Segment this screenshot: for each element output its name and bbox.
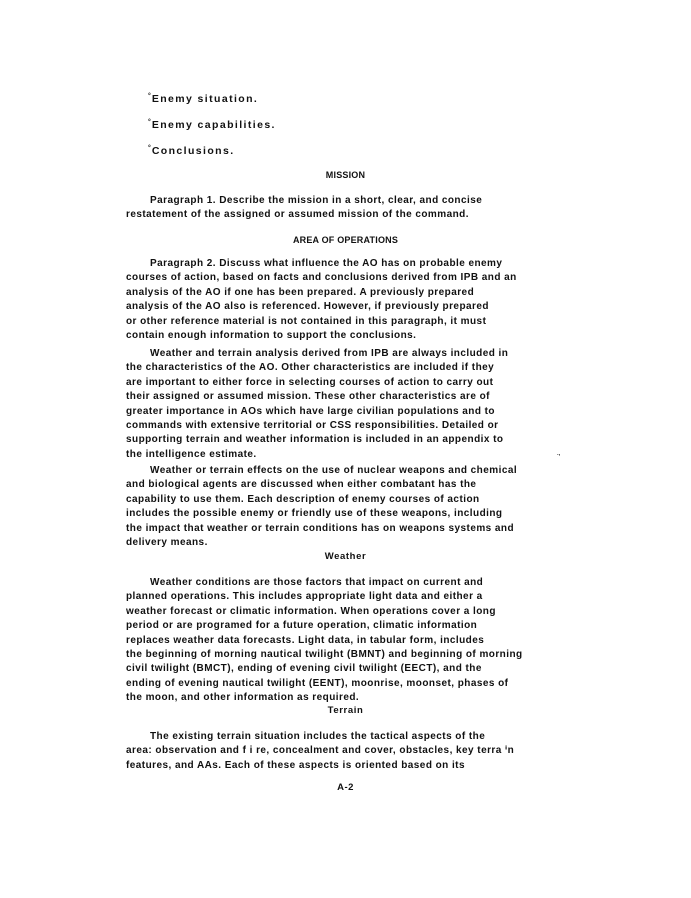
text-line: includes the possible enemy or friendly use of these weapons, including bbox=[126, 508, 503, 520]
text-line: Paragraph 1. Describe the mission in a short, clear, and concise bbox=[150, 195, 483, 206]
text-line: or other reference material is not contained in this paragraph, it must bbox=[126, 315, 487, 327]
bullet-text: Enemy capabilities. bbox=[151, 119, 276, 131]
text-line: The existing terrain situation includes the tactical aspects of the bbox=[150, 731, 486, 742]
text-line: the intelligence estimate. bbox=[126, 448, 257, 460]
bullet-conclusions bbox=[148, 145, 235, 157]
text-line: area: observation and f i re, concealment and cover, obstacles, key terra ⁱn bbox=[126, 745, 515, 757]
text-line: analysis of the AO if one has been prepared. A previously prepared bbox=[126, 286, 475, 298]
text-line: replaces weather data forecasts. Light data, in tabular form, includes bbox=[126, 634, 485, 646]
section-heading-area-of-operations: AREA OF OPERATIONS bbox=[292, 235, 399, 245]
text-line: and biological agents are discussed when either combatant has the bbox=[126, 479, 477, 491]
text-line: the moon, and other information as required. bbox=[126, 692, 360, 704]
text-line: period or are programed for a future operation, climatic information bbox=[126, 620, 478, 632]
paragraph-nuclear-chemical bbox=[126, 464, 586, 550]
page-number: A-2 bbox=[337, 782, 354, 793]
text-line: contain enough information to support the conclusions. bbox=[126, 330, 417, 342]
text-line: restatement of the assigned or assumed mission of the command. bbox=[126, 209, 469, 221]
bullet-text: Enemy situation. bbox=[151, 93, 259, 105]
text-line: the beginning of morning nautical twilight (BMNT) and beginning of morning bbox=[126, 649, 523, 661]
text-line: capability to use them. Each description of enemy courses of action bbox=[126, 493, 480, 505]
paragraph-weather bbox=[126, 576, 586, 706]
text-line: planned operations. This includes appropriate light data and either a bbox=[126, 591, 483, 603]
text-line: ending of evening nautical twilight (EENT), moonrise, moonset, phases of bbox=[126, 677, 509, 689]
section-heading-weather: Weather bbox=[324, 551, 367, 562]
section-heading-mission: MISSION bbox=[325, 170, 366, 180]
paragraph-area-of-operations bbox=[126, 257, 586, 343]
text-line: commands with extensive territorial or CSS responsibilities. Detailed or bbox=[126, 420, 499, 432]
bullet-enemy-situation bbox=[148, 93, 258, 105]
text-line: delivery means. bbox=[126, 537, 208, 549]
text-line: analysis of the AO also is referenced. However, if previously prepared bbox=[126, 301, 489, 313]
bullet-mark: ° bbox=[148, 93, 151, 100]
paragraph-weather-terrain-analysis bbox=[126, 347, 586, 462]
text-line: Weather conditions are those factors that impact on current and bbox=[150, 577, 484, 588]
bullet-mark: ° bbox=[148, 145, 151, 152]
text-line: civil twilight (BMCT), ending of evening civil twilight (EECT), and the bbox=[126, 663, 482, 675]
bullet-enemy-capabilities bbox=[148, 119, 276, 131]
section-heading-terrain: Terrain bbox=[327, 705, 364, 716]
text-line: Paragraph 2. Discuss what influence the AO has on probable enemy bbox=[150, 258, 503, 269]
text-line: supporting terrain and weather information is included in an appendix to bbox=[126, 434, 504, 446]
text-line: Weather and terrain analysis derived from IPB are always included in bbox=[150, 348, 509, 359]
bullet-text: Conclusions. bbox=[151, 145, 235, 157]
text-line: the characteristics of the AO. Other characteristics are included if they bbox=[126, 362, 495, 374]
text-line: features, and AAs. Each of these aspects is oriented based on its bbox=[126, 759, 465, 771]
paragraph-terrain bbox=[126, 730, 586, 773]
text-line: courses of action, based on facts and conclusions derived from IPB and an bbox=[126, 272, 517, 284]
text-line: greater importance in AOs which have large civilian populations and to bbox=[126, 405, 495, 417]
bullet-mark: ° bbox=[148, 119, 151, 126]
text-line: weather forecast or climatic information. When operations cover a long bbox=[126, 605, 496, 617]
text-line: Weather or terrain effects on the use of nuclear weapons and chemical bbox=[150, 465, 518, 476]
text-line: are important to either force in selecting courses of action to carry out bbox=[126, 376, 494, 388]
text-line: the impact that weather or terrain conditions has on weapons systems and bbox=[126, 522, 515, 534]
paragraph-mission bbox=[126, 194, 586, 223]
text-line: their assigned or assumed mission. These other characteristics are of bbox=[126, 391, 490, 403]
stray-mark: ., bbox=[557, 451, 561, 457]
